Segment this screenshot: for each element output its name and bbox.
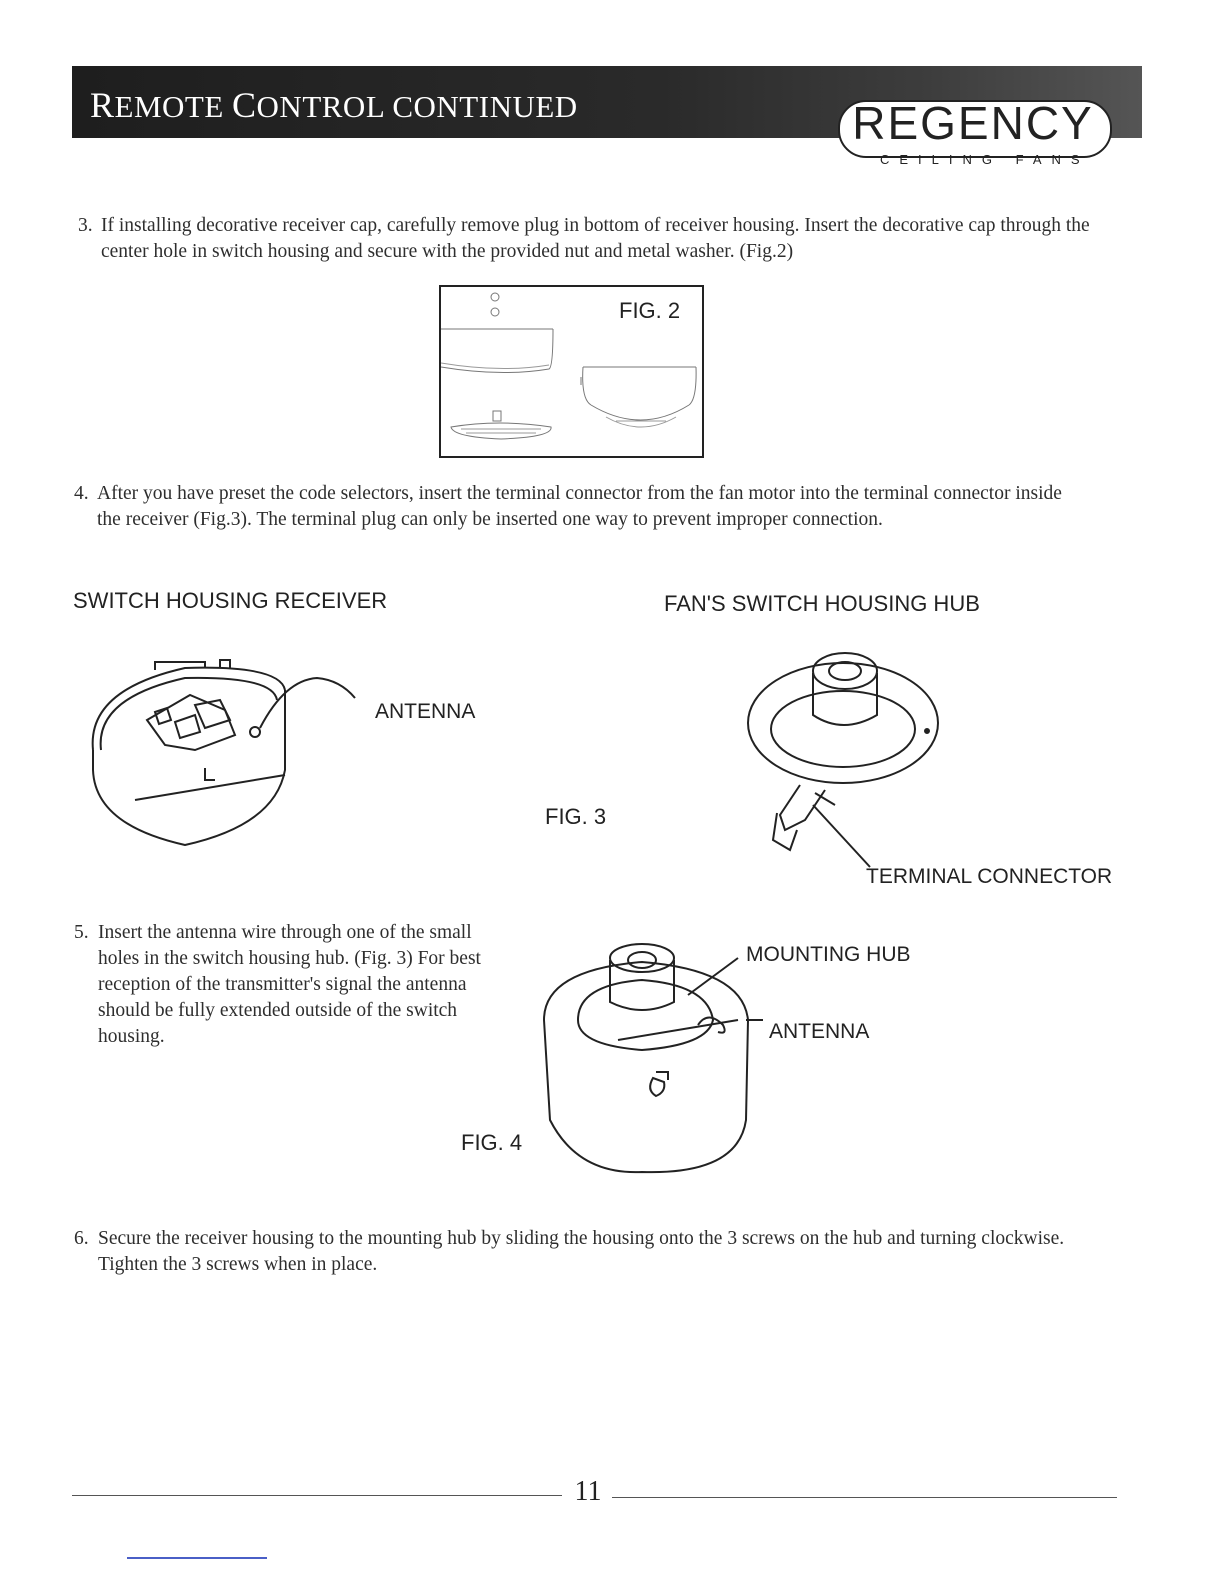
step-4-number: 4. <box>74 483 89 504</box>
mounting-hub-label: MOUNTING HUB <box>746 943 911 966</box>
footer-rule-right <box>612 1497 1117 1498</box>
footer-rule-left <box>72 1495 562 1496</box>
step-5-text: Insert the antenna wire through one of the small holes in the switch housing hub. (Fig. 3) For best reception of the transmitter's signal the antenna should be fully extended outside of the switch housing. <box>98 922 481 1047</box>
receiver-heading: SWITCH HOUSING RECEIVER <box>73 588 388 613</box>
hub-heading: FAN'S SWITCH HOUSING HUB <box>664 591 980 616</box>
title-ontrol-continued: ONTROL CONTINUED <box>256 89 578 124</box>
hub-illustration <box>745 645 965 875</box>
step-3-text: If installing decorative receiver cap, carefully remove plug in bottom of receiver housing. Insert the decorative cap through the center hole in switch housing and secure with the provided nut and metal washer. (Fig.2) <box>101 215 1090 262</box>
figure-4-label: FIG. 4 <box>461 1130 523 1155</box>
step-6-text: Secure the receiver housing to the mounting hub by sliding the housing onto the 3 screws on the hub and turning clockwise. Tighten the 3 screws when in place. <box>98 1228 1065 1275</box>
page-title <box>90 84 578 126</box>
antenna-label: ANTENNA <box>375 700 476 723</box>
step-6-number: 6. <box>74 1228 89 1249</box>
terminal-connector-label: TERMINAL CONNECTOR <box>866 865 1113 888</box>
antenna-label-fig4: ANTENNA <box>769 1020 870 1043</box>
bottom-accent-line <box>127 1557 267 1559</box>
step-5-number: 5. <box>74 922 89 943</box>
brand-logo: REGENCY <box>852 97 1094 149</box>
step-3-number: 3. <box>78 215 93 236</box>
step-4-text: After you have preset the code selectors, insert the terminal connector from the fan motor into the terminal connector inside the receiver (Fig.3). The terminal plug can only be inserted one way to prevent improper connection. <box>97 483 1062 530</box>
receiver-illustration <box>85 650 375 860</box>
figure-2-label: FIG. 2 <box>619 298 681 323</box>
page-number: 11 <box>574 1476 602 1507</box>
title-initial-c: C <box>232 85 257 125</box>
brand-tagline: CEILING FANS <box>880 152 1090 167</box>
title-initial-r: R <box>90 85 115 125</box>
mounting-hub-illustration <box>538 940 778 1180</box>
figure-3-label: FIG. 3 <box>545 804 607 829</box>
title-emote: EMOTE <box>114 89 233 124</box>
